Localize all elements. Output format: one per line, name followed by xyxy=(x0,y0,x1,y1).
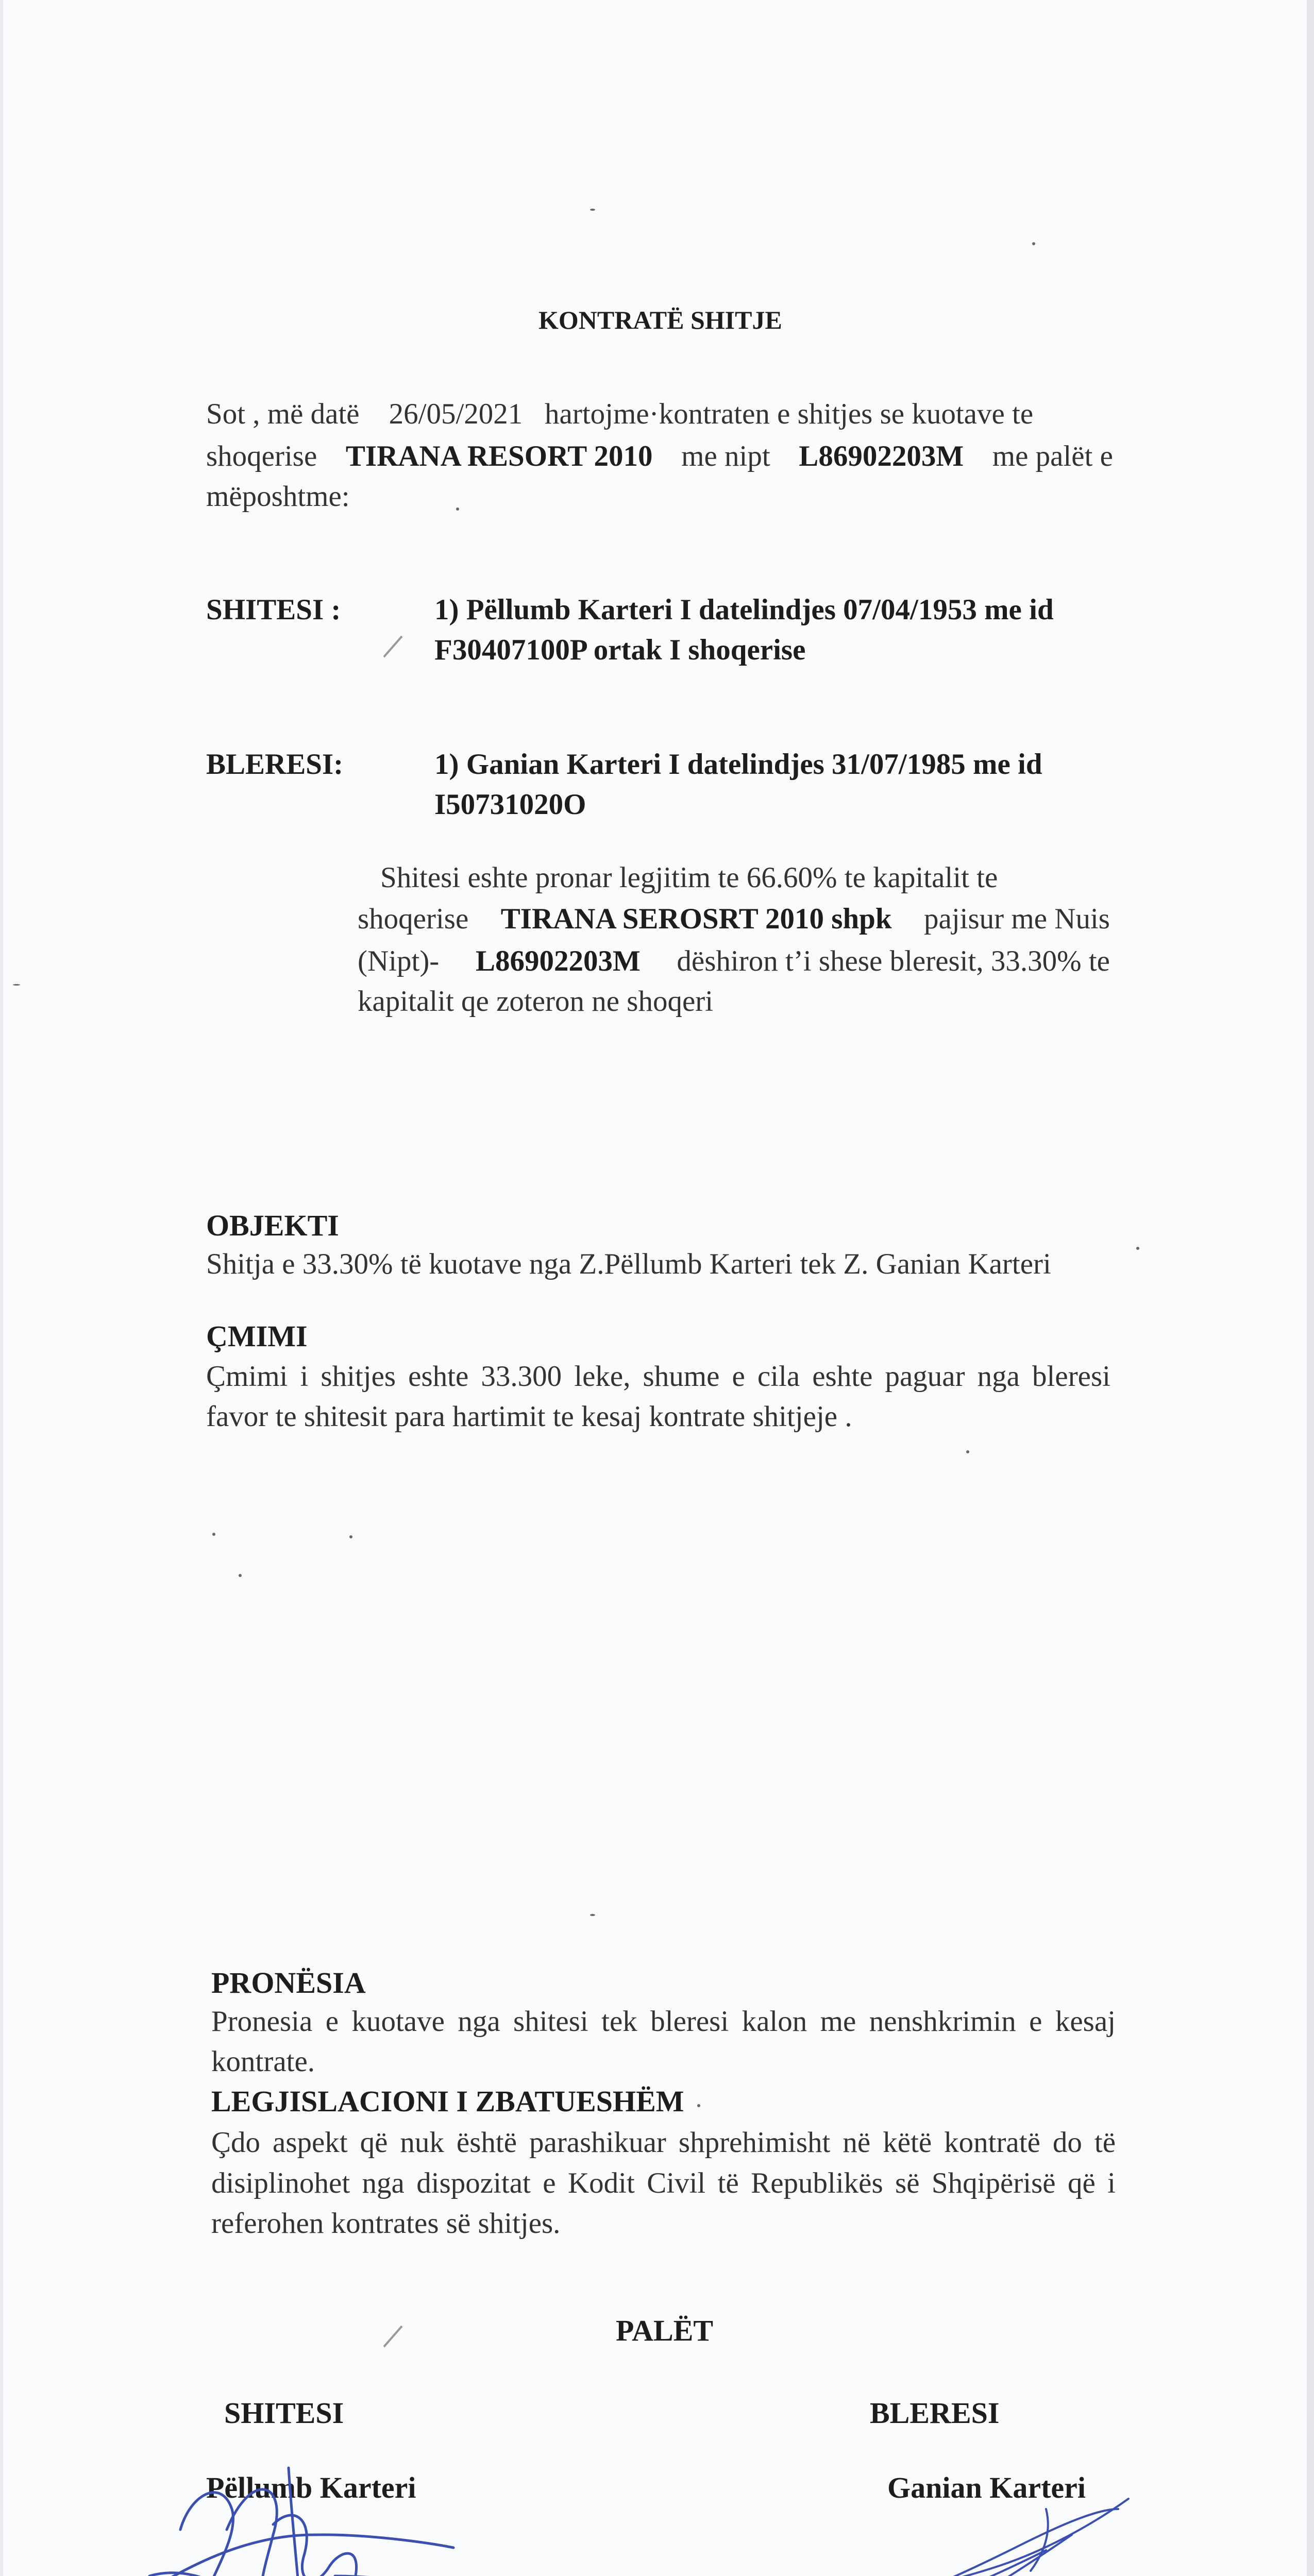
contract-date: 26/05/2021 xyxy=(389,398,523,430)
body-line-4: kapitalit qe zoteron ne shoqeri xyxy=(358,985,714,1018)
intro-line-3: mëposhtme: xyxy=(206,480,350,513)
scan-speck xyxy=(590,209,595,211)
company-name-alt: TIRANA SEROSRT 2010 shpk xyxy=(500,903,892,935)
seller-line-1: 1) Pëllumb Karteri I datelindjes 07/04/1953 me id xyxy=(434,594,1054,626)
buyer-label: BLERESI: xyxy=(206,748,344,781)
buyer-signature-label: BLERESI xyxy=(870,2396,1000,2430)
seller-line-2: F30407100P ortak I shoqerise xyxy=(434,634,806,666)
pronesia-line-2: kontrate. xyxy=(211,2045,315,2078)
legjislacioni-line-2: disiplinohet nga dispozitat e Kodit Civil të Republikës së Shqipërisë që i xyxy=(211,2167,1116,2199)
page-2 xyxy=(0,1705,1314,2576)
scan-speck xyxy=(349,1535,352,1538)
company-nipt: L86902203M xyxy=(799,440,964,472)
page-edge-shadow-left xyxy=(0,0,3,1705)
cmimi-heading: ÇMIMI xyxy=(206,1319,308,1353)
legjislacioni-line-3: referohen kontrates së shitjes. xyxy=(211,2207,561,2240)
intro-line-2: shoqerise TIRANA RESORT 2010 me nipt L86902203M me palët e xyxy=(206,434,1113,479)
body-line-1: Shitesi eshte pronar legjitim te 66.60% te kapitalit te xyxy=(380,861,998,894)
scan-speck xyxy=(239,1574,242,1577)
document-title: KONTRATË SHITJE xyxy=(538,306,782,334)
objekti-heading: OBJEKTI xyxy=(206,1209,339,1242)
scan-speck xyxy=(590,1914,595,1916)
pen-mark xyxy=(379,2321,410,2352)
parties-heading: PALËT xyxy=(616,2314,714,2347)
scan-speck xyxy=(13,984,20,986)
seller-signature-name: Pëllumb Karteri xyxy=(206,2471,416,2504)
page-edge-shadow-left xyxy=(0,1705,3,2576)
body-line-3: (Nipt)- L86902203M dëshiron t’i shese bleresit, 33.30% te xyxy=(358,945,1110,977)
page-edge-shadow xyxy=(1307,0,1314,1705)
intro-line-1: Sot , më datë 26/05/2021 hartojme·kontraten e shitjes se kuotave te xyxy=(206,398,1034,430)
pen-mark xyxy=(379,631,410,662)
buyer-signature xyxy=(804,2488,1134,2576)
cmimi-line-2: favor te shitesit para hartimit te kesaj kontrate shitjeje . xyxy=(206,1400,852,1433)
scan-speck xyxy=(966,1450,969,1453)
cmimi-line-1: Çmimi i shitjes eshte 33.300 leke, shume e cila eshte paguar nga bleresi xyxy=(206,1360,1110,1393)
scan-speck xyxy=(456,507,459,511)
company-name: TIRANA RESORT 2010 xyxy=(345,440,653,472)
buyer-line-1: 1) Ganian Karteri I datelindjes 31/07/1985 me id xyxy=(434,748,1042,781)
objekti-text: Shitja e 33.30% të kuotave nga Z.Pëllumb Karteri tek Z. Ganian Karteri xyxy=(206,1248,1051,1280)
seller-signature xyxy=(119,2447,469,2576)
legjislacioni-line-1: Çdo aspekt që nuk është parashikuar shprehimisht në këtë kontratë do të xyxy=(211,2126,1116,2159)
page-edge-shadow xyxy=(1307,1705,1314,2576)
scan-speck xyxy=(1136,1247,1139,1250)
seller-label: SHITESI : xyxy=(206,594,341,626)
legjislacioni-heading: LEGJISLACIONI I ZBATUESHËM xyxy=(211,2084,684,2118)
pronesia-heading: PRONËSIA xyxy=(211,1966,366,1999)
seller-signature-label: SHITESI xyxy=(224,2396,344,2430)
buyer-signature-name: Ganian Karteri xyxy=(887,2471,1086,2504)
scan-speck xyxy=(212,1533,215,1536)
pronesia-line-1: Pronesia e kuotave nga shitesi tek bleresi kalon me nenshkrimin e kesaj xyxy=(211,2005,1116,2038)
scan-speck xyxy=(1032,242,1035,245)
scan-speck xyxy=(697,2104,700,2107)
body-line-2: shoqerise TIRANA SEROSRT 2010 shpk pajisur me Nuis xyxy=(358,896,1110,942)
buyer-line-2: I50731020O xyxy=(434,788,586,821)
